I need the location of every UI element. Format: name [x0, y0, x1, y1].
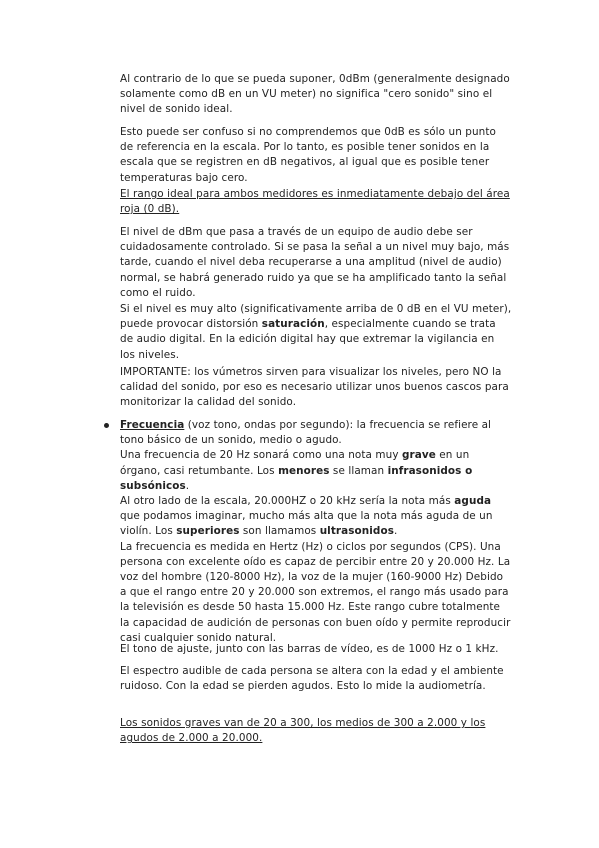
- bullet-icon: [104, 423, 109, 428]
- bold-aguda: aguda: [454, 495, 492, 508]
- bold-menores: menores: [278, 464, 330, 477]
- text-run: Al otro lado de la escala, 20.000HZ o 20 kHz sería la nota más: [120, 495, 455, 508]
- text-run: .: [394, 525, 398, 538]
- paragraph-0dbm: Al contrario de lo que se pueda suponer, 0dBm (generalmente designado solamente como dB en un VU meter) no significa "cero sonido" sino el nivel de sonido ideal.: [120, 73, 510, 116]
- bold-grave: grave: [402, 449, 436, 462]
- text-run: que podamos imaginar, mucho más alta que la nota más aguda de un violín. Los: [120, 510, 493, 538]
- text-run: (voz tono, ondas por segundo): la frecuencia se refiere al tono básico de un sonido, medio o agudo.: [120, 419, 492, 447]
- text-run: , especialmente cuando se trata de audio digital. En la edición digital hay que extremar la vigilancia en los niveles.: [120, 318, 496, 361]
- bold-infrasonidos: infrasonidos o subsónicos: [120, 464, 473, 492]
- text-run: se llaman: [329, 464, 388, 477]
- text-run: son llamamos: [239, 525, 320, 538]
- paragraph-importante: IMPORTANTE: los vúmetros sirven para visualizar los niveles, pero NO la calidad del sonido, por eso es necesario utilizar unos buenos cascos para monitorizar la calidad del sonido.: [120, 366, 509, 409]
- paragraph-high-level: [120, 302, 512, 363]
- paragraph-tono-ajuste: El tono de ajuste, junto con las barras de vídeo, es de 1000 Hz o 1 kHz.: [120, 643, 499, 655]
- text-run: La frecuencia es medida en Hertz (Hz) o ciclos por segundos (CPS). Una persona con excelente oído es capaz de percibir entre 20 y 20.000 Hz. La voz del hombre (120-8000 Hz), la voz de la mujer (160-9000 Hz) Debido a que el rango entre 20 y 20.000 son extremos, el rango más usado para la televisión es desde 50 hasta 15.000 Hz. Este rango cubre totalmente la capacidad de audición de personas con buen oído y permite reproducir casi cualquier sonido natural.: [120, 540, 511, 644]
- paragraph-ideal-range: El rango ideal para ambos medidores es inmediatamente debajo del área roja (0 dB).: [120, 188, 510, 216]
- bold-ultrasonidos: ultrasonidos: [319, 525, 394, 538]
- bullet-frecuencia: [120, 418, 512, 646]
- text-run: en un órgano, casi retumbante. Los: [120, 449, 470, 477]
- text-run: Si el nivel es muy alto (significativamente arriba de 0 dB en el VU meter), puede provocar distorsión: [120, 303, 512, 331]
- paragraph-reference: Esto puede ser confuso si no comprendemos que 0dB es sólo un punto de referencia en la escala. Por lo tanto, es posible tener sonidos en la escala que se registren en dB negativos, al igual que es posible tener temperaturas bajo cero.: [120, 126, 496, 184]
- paragraph-dbm-level: El nivel de dBm que pasa a través de un equipo de audio debe ser cuidadosamente controlado. Si se pasa la señal a un nivel muy bajo, más tarde, cuando el nivel deba recuperarse a una amplitud (nivel de audio) normal, se habrá generado ruido ya que se ha amplificado tanto la señal como el ruido.: [120, 226, 510, 299]
- bold-superiores: superiores: [176, 525, 240, 538]
- term-frecuencia: Frecuencia: [120, 419, 185, 431]
- bold-saturacion: saturación: [261, 318, 325, 331]
- text-run: Una frecuencia de 20 Hz sonará como una nota muy: [120, 449, 402, 462]
- paragraph-espectro: El espectro audible de cada persona se altera con la edad y el ambiente ruidoso. Con la edad se pierden agudos. Esto lo mide la audiometría.: [120, 665, 504, 693]
- text-run: .: [185, 479, 190, 492]
- paragraph-rangos: Los sonidos graves van de 20 a 300, los medios de 300 a 2.000 y los agudos de 2.000 a 20.000.: [120, 717, 486, 745]
